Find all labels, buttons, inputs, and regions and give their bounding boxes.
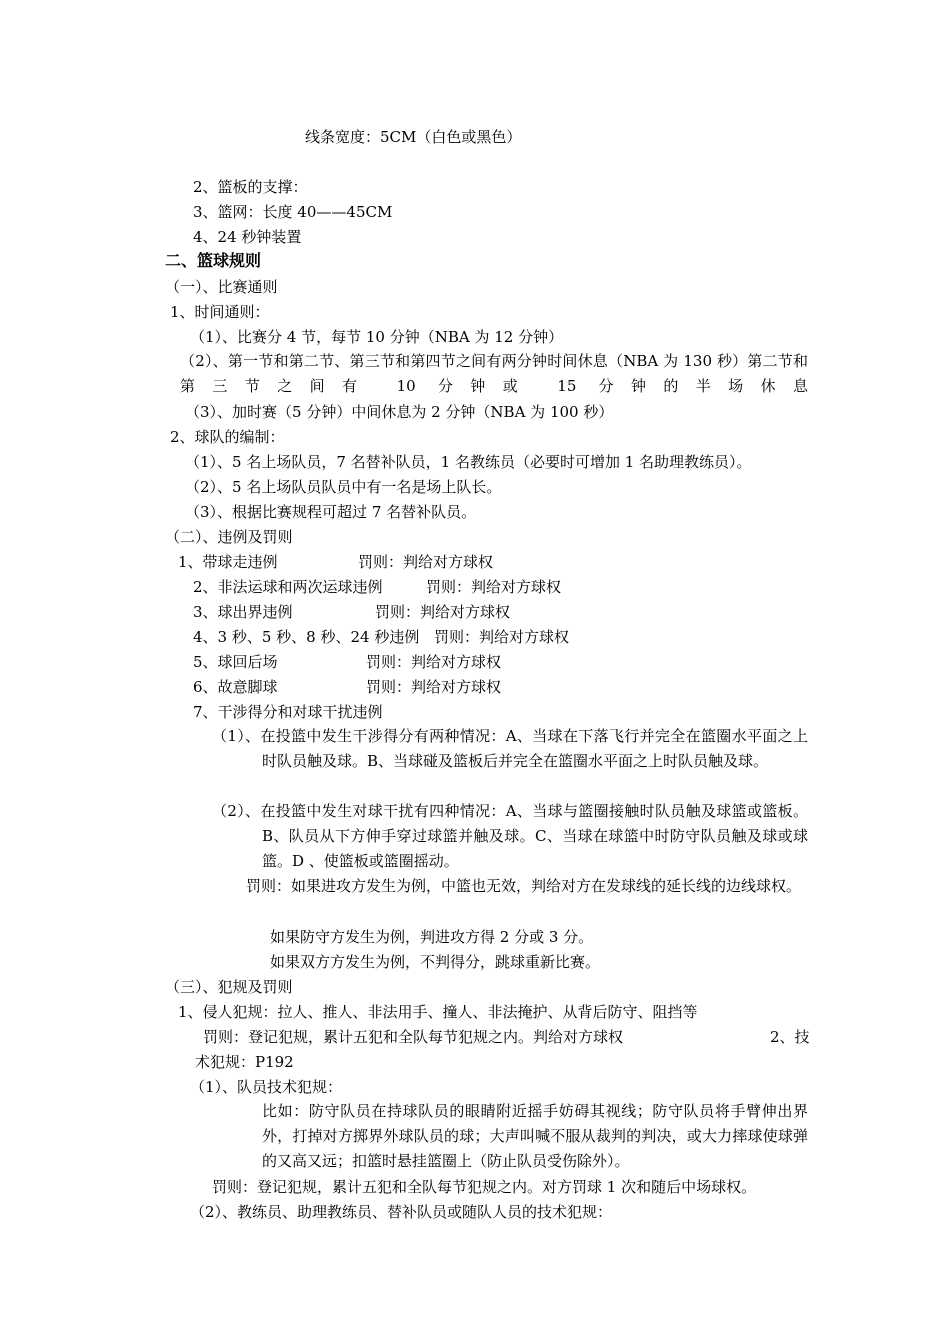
time-rule-2 xyxy=(180,349,808,399)
violation-2-name: 2、非法运球和两次运球违例 xyxy=(193,578,383,596)
player-technical-heading: （1）、队员技术犯规： xyxy=(190,1078,343,1096)
team-rule-1: （1）、5 名上场队员，7 名替补队员，1 名教练员（必要时可增加 1 名助理教练员）。 xyxy=(185,453,752,471)
team-heading: 2、球队的编制： xyxy=(170,428,285,446)
interference-cases: （2）、在投篮中发生对球干扰有四种情况：A、当球与篮圈接触时队员触及球篮或篮板。B、队员从下方伸手穿过球篮并触及球。C、当球在球篮中时防守队员触及球或球篮。D 、使篮板或篮圈摇动。 xyxy=(212,802,808,870)
subsection-general: （一）、比赛通则 xyxy=(165,278,278,296)
violation-7-penalty-defense: 如果防守方发生为例，判进攻方得 2 分或 3 分。 xyxy=(270,928,594,946)
technical-foul-heading-end: 术犯规：P192 xyxy=(195,1053,294,1071)
time-rules-heading: 1、时间通则： xyxy=(170,303,270,321)
violation-2-penalty: 罚则：判给对方球权 xyxy=(426,578,562,596)
violation-7-penalty-both: 如果双方方发生为例，不判得分，跳球重新比赛。 xyxy=(270,953,601,971)
violation-7-penalty-attack: 罚则：如果进攻方发生为例，中篮也无效，判给对方在发球线的延长线的边线球权。 xyxy=(246,877,802,895)
team-rule-2: （2）、5 名上场队员队员中有一名是场上队长。 xyxy=(185,478,502,496)
goaltending-cases: （1）、在投篮中发生干涉得分有两种情况：A、当球在下落飞行并完全在篮圈水平面之上时队员触及球。B、当球碰及篮板后并完全在篮圈水平面之上时队员触及球。 xyxy=(212,727,808,770)
violation-6-name: 6、故意脚球 xyxy=(193,678,278,696)
player-technical-penalty: 罚则：登记犯规，累计五犯和全队每节犯规之内。对方罚球 1 次和随后中场球权。 xyxy=(212,1178,757,1196)
violation-4-penalty: 罚则：判给对方球权 xyxy=(434,628,570,646)
violation-3-name: 3、球出界违例 xyxy=(193,603,293,621)
team-rule-3: （3）、根据比赛规程可超过 7 名替补队员。 xyxy=(185,503,477,521)
violation-5-penalty: 罚则：判给对方球权 xyxy=(366,653,502,671)
time-rule-3: （3）、加时赛（5 分钟）中间休息为 2 分钟（NBA 为 100 秒） xyxy=(185,403,614,421)
subsection-violations: （二）、违例及罚则 xyxy=(165,528,293,546)
section-heading-rules: 二、篮球规则 xyxy=(165,251,262,270)
backboard-support: 2、篮板的支撑： xyxy=(193,178,308,196)
player-technical-examples: 比如：防守队员在持球队员的眼睛附近摇手妨碍其视线；防守队员将手臂伸出界外，打掉对方掷界外球队员的球；大声叫喊不服从裁判的判决，或大力摔球使球弹的又高又远；扣篮时悬挂篮圈上（防止队员受伤除外）。 xyxy=(262,1102,808,1170)
violation-1-name: 1、带球走违例 xyxy=(178,553,278,571)
violation-1-penalty: 罚则：判给对方球权 xyxy=(358,553,494,571)
violation-7-name: 7、干涉得分和对球干扰违例 xyxy=(193,703,383,721)
time-rule-1: （1）、比赛分 4 节，每节 10 分钟（NBA 为 12 分钟） xyxy=(190,328,564,346)
violation-3-penalty: 罚则：判给对方球权 xyxy=(375,603,511,621)
personal-foul-penalty: 罚则：登记犯规，累计五犯和全队每节犯规之内。判给对方球权 xyxy=(203,1028,624,1046)
line-width-spec: 线条宽度：5CM（白色或黑色） xyxy=(305,128,522,146)
subsection-fouls: （三）、犯规及罚则 xyxy=(165,978,293,996)
violation-4-name: 4、3 秒、5 秒、8 秒、24 秒违例 xyxy=(193,628,420,646)
net-length: 3、篮网：长度 40——45CM xyxy=(193,203,393,221)
coach-technical-heading: （2）、教练员、助理教练员、替补队员或随队人员的技术犯规： xyxy=(190,1203,613,1221)
violation-5-name: 5、球回后场 xyxy=(193,653,278,671)
shot-clock-device: 4、24 秒钟装置 xyxy=(193,228,302,246)
time-rule-2-text: （2）、第一节和第二节、第三节和第四节之间有两分钟时间休息（NBA 为 130 秒）第二节和第三节之间有 10 分钟或 15 分钟的半场休息 xyxy=(180,352,808,395)
violation-6-penalty: 罚则：判给对方球权 xyxy=(366,678,502,696)
personal-foul: 1、侵人犯规：拉人、推人、非法用手、撞人、非法掩护、从背后防守、阻挡等 xyxy=(178,1003,698,1021)
technical-foul-heading-start: 2、技 xyxy=(770,1028,810,1046)
